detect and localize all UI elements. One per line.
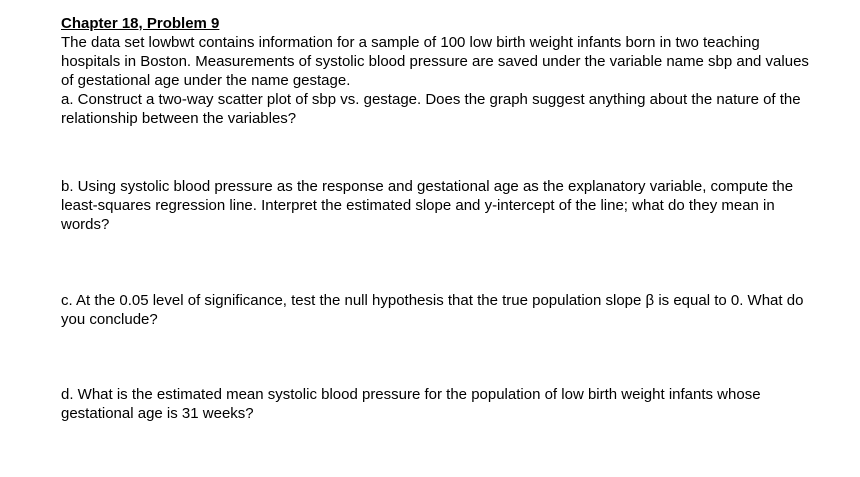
question-b: b. Using systolic blood pressure as the response and gestational age as the explanatory variable, compute the least-squares regression line. Interpret the estimated slope and y-intercept of the line; what do they mean in words? bbox=[61, 178, 794, 233]
question-c: c. At the 0.05 level of significance, test the null hypothesis that the true population slope β is equal to 0. What do you conclude? bbox=[61, 292, 804, 328]
question-a: a. Construct a two-way scatter plot of sbp vs. gestage. Does the graph suggest anything about the nature of the relationship between the variables? bbox=[61, 91, 801, 127]
document-page bbox=[61, 14, 821, 423]
problem-heading: Chapter 18, Problem 9 bbox=[61, 15, 220, 32]
question-d: d. What is the estimated mean systolic blood pressure for the population of low birth weight infants whose gestational age is 31 weeks? bbox=[61, 386, 761, 422]
problem-intro: The data set lowbwt contains information for a sample of 100 low birth weight infants born in two teaching hospitals in Boston. Measurements of systolic blood pressure are saved under the variable name sbp and values of gestational age under the name gestage. bbox=[61, 34, 809, 89]
